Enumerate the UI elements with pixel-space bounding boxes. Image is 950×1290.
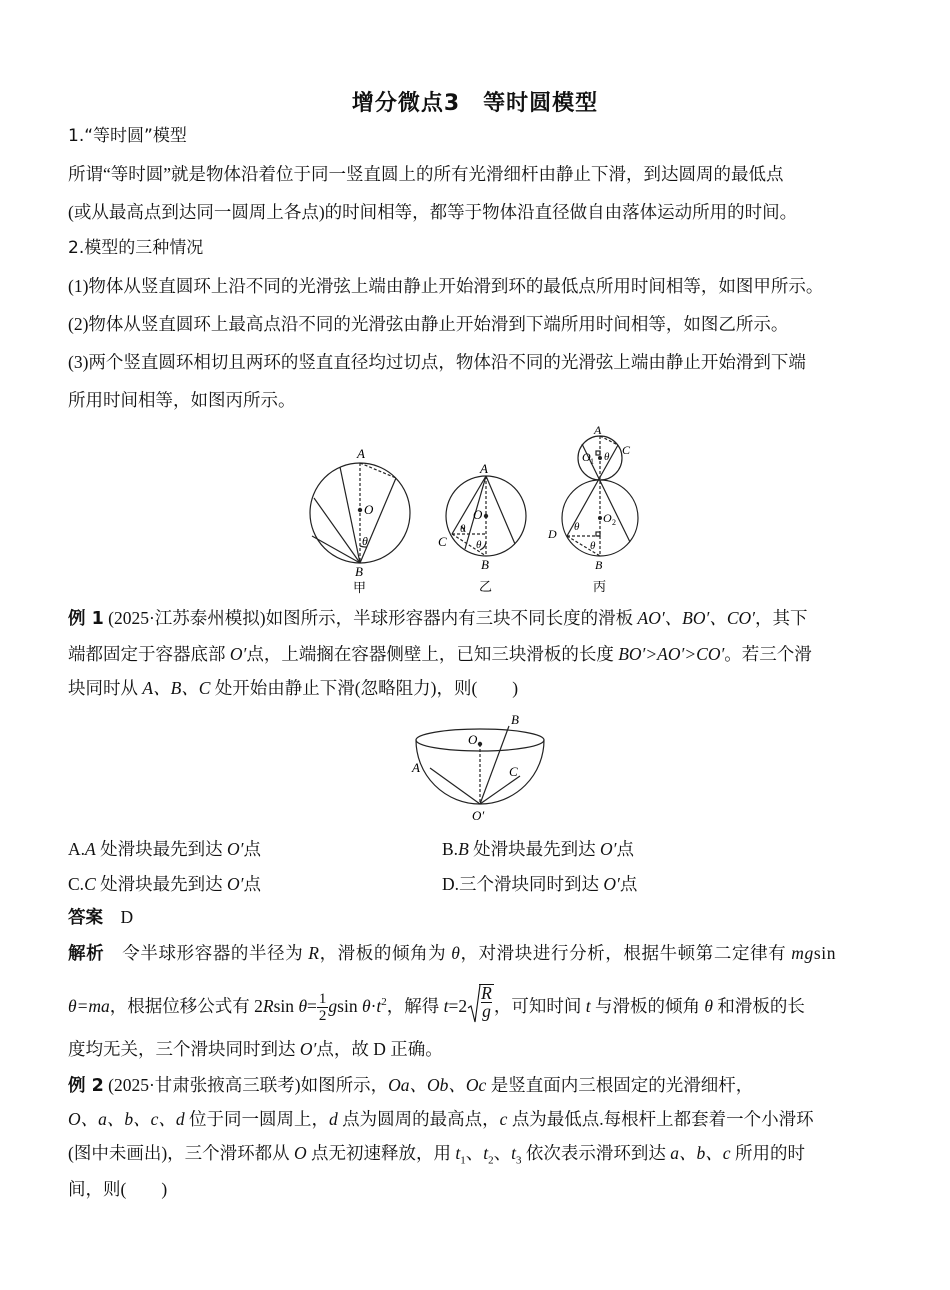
example-2-text-3c: 点无初速释放，用: [306, 1143, 456, 1163]
example-1-text-1b: AO′、BO′、CO′: [637, 608, 755, 628]
bing-right-angle-top: [596, 451, 600, 455]
case-3-text-line-1: (3)两个竖直圆环相切且两环的竖直直径均过切点，物体沿不同的光滑弦上端由静止开始滑到下端: [68, 352, 806, 372]
option-c-end: 点: [243, 874, 261, 894]
bing-label-theta-left: θ: [574, 521, 580, 533]
analysis-var-t-2: t: [443, 995, 449, 1016]
answer-value: D: [120, 907, 134, 927]
example-1-text-3a: 块同时从: [68, 678, 143, 698]
bing-label-theta-top: θ: [604, 451, 610, 463]
analysis-var-r-2: R: [262, 995, 274, 1016]
analysis-text-2j: 和滑板的长: [712, 995, 805, 1016]
example-2-t2-sub: 2: [488, 1154, 494, 1167]
example-2-text-2a: O、a、b、c、d: [68, 1109, 185, 1129]
example-2-text-3f: 依次表示滑环到达: [521, 1143, 671, 1163]
bing-label-o2: O: [603, 511, 612, 525]
analysis-text-2b: ，根据位移公式有 2: [109, 995, 263, 1016]
analysis-text-2d: sin: [337, 995, 362, 1016]
jia-center-dot: [358, 508, 362, 512]
option-b-text: 处滑块最先到达: [468, 839, 601, 859]
jia-label-b: B: [355, 564, 363, 579]
yi-label-b: B: [481, 557, 489, 572]
example-2-text-2f: 点为最低点.每根杆上都套着一个小滑环: [507, 1109, 814, 1129]
example-2-line-4: 间，则( ): [68, 1179, 168, 1199]
analysis-var-theta-2: θ: [298, 995, 308, 1016]
bing-label-o2-sub: 2: [612, 518, 616, 527]
example-2-sep-1: 、: [465, 1143, 484, 1163]
analysis-var-r: R: [308, 943, 320, 963]
bing-label-d: D: [548, 527, 557, 541]
example-1-text-2b: O′: [229, 644, 247, 664]
example-2-text-1c: 是竖直面内三根固定的光滑细杆，: [486, 1075, 754, 1095]
option-b-prefix: B.: [442, 839, 459, 859]
example-2-label: 例 2: [68, 1076, 104, 1096]
case-3-text-line-2: 所用时间相等，如图丙所示。: [68, 390, 296, 410]
option-a-text: 处滑块最先到达: [95, 839, 227, 859]
analysis-line-3: [68, 1037, 888, 1061]
yi-center-dot: [484, 514, 488, 518]
bing-caption: 丙: [593, 579, 607, 594]
analysis-var-theta: θ: [451, 943, 461, 963]
option-d-prefix: D.三个滑块同时到达: [442, 874, 604, 894]
analysis-var-g: g: [328, 995, 338, 1016]
analysis-line-1: [68, 941, 888, 966]
analysis-text-2i: 与滑板的倾角: [590, 995, 705, 1016]
hemisphere-rim: [416, 729, 544, 751]
analysis-line-2: [68, 982, 888, 1030]
example-2-text-1b: Oa、Ob、Oc: [388, 1075, 487, 1095]
sqrt-sign-icon: [467, 984, 481, 1024]
analysis-eq-ma: θ=ma: [68, 995, 110, 1016]
analysis-text-1c: ，对滑块进行分析，根据牛顿第二定律有: [460, 943, 792, 963]
analysis-var-mg: mg: [791, 943, 814, 963]
yi-chord-3: [486, 476, 515, 544]
bing-center-1-dot: [598, 456, 602, 460]
option-a-prefix: A.: [68, 839, 86, 859]
example-2-t1-sub: 1: [460, 1154, 466, 1167]
example-1-line-2: [68, 642, 888, 666]
hemisphere-shape: [416, 726, 544, 804]
analysis-point-o-prime: O′: [299, 1039, 317, 1059]
bing-center-2-dot: [598, 516, 602, 520]
example-2-text-3h: 所用的时: [730, 1143, 805, 1163]
bing-label-theta-bottom: θ: [590, 540, 596, 552]
example-1-text-2c: 点，上端搁在容器侧壁上，已知三块滑板的长度: [246, 644, 619, 664]
option-b[interactable]: [442, 836, 634, 861]
option-b-end: 点: [616, 839, 634, 859]
example-1-label: 例 1: [68, 609, 104, 629]
analysis-var-t: t: [376, 995, 382, 1016]
yi-label-a: A: [480, 461, 488, 476]
answer-label: 答案: [68, 908, 103, 928]
option-c-prefix: C.: [68, 874, 85, 894]
figure-equal-time-circles-svg: [300, 418, 660, 598]
option-b-var: B: [458, 839, 469, 859]
case-1-text: (1)物体从竖直圆环上沿不同的光滑弦上端由静止开始滑到环的最低点所用时间相等，如图甲所示。: [68, 276, 824, 296]
example-2-text-2c: d: [329, 1109, 338, 1129]
yi-label-theta-2: θ: [476, 539, 482, 551]
example-2-t3: t: [511, 1143, 517, 1163]
option-c-var: C: [84, 874, 96, 894]
example-2-text-3b: O: [294, 1143, 307, 1163]
example-1-line-1: [68, 606, 888, 631]
bing-label-o1: O: [582, 450, 591, 464]
option-c[interactable]: [68, 871, 261, 896]
hemisphere-label-o-prime: O′: [472, 808, 485, 823]
option-a[interactable]: [68, 836, 261, 861]
example-2-line-2: [68, 1107, 888, 1131]
sqrt-r-over-g: [467, 984, 494, 1031]
example-2-text-3g: a、b、c: [670, 1143, 731, 1163]
analysis-equals-2: =2: [448, 995, 468, 1016]
option-d-point: O′: [603, 874, 620, 894]
option-a-var: A: [85, 839, 96, 859]
option-b-point: O′: [600, 839, 617, 859]
yi-label-o: O: [473, 507, 483, 522]
jia-label-a: A: [357, 446, 365, 461]
analysis-label: 解析: [68, 944, 105, 964]
bing-label-o1-sub: 1: [590, 457, 594, 466]
example-1-text-2a: 端都固定于容器底部: [68, 644, 230, 664]
page-title: 增分微点3 等时圆模型: [351, 91, 599, 116]
yi-label-theta-1: θ: [460, 523, 466, 535]
hemisphere-label-b: B: [511, 712, 519, 727]
example-1-text-2d: BO′>AO′>CO′: [618, 644, 725, 664]
example-2-line-3: [68, 1141, 888, 1173]
fraction-one-half: [317, 991, 329, 1024]
example-1-text-3b: A、B、C: [142, 678, 211, 698]
example-1-text-1c: ，其下: [754, 608, 808, 628]
bing-right-angle-bottom: [596, 532, 600, 536]
jia-label-o: O: [364, 502, 374, 517]
analysis-text-2c: sin: [273, 995, 299, 1016]
option-c-point: O′: [227, 874, 244, 894]
option-c-text: 处滑块最先到达: [95, 874, 227, 894]
example-1-text-1a: (2025·江苏泰州模拟)如图所示，半球形容器内有三块不同长度的滑板: [103, 608, 638, 628]
board-co: [480, 776, 520, 804]
figure-hemisphere: [408, 708, 558, 830]
bing-label-c: C: [622, 443, 631, 457]
yi-chord-1: [452, 476, 486, 534]
sqrt-radicand: [479, 984, 494, 1020]
analysis-text-1b: ，滑板的倾角为: [319, 943, 452, 963]
example-2-text-2e: c: [499, 1109, 508, 1129]
option-d-end: 点: [619, 874, 638, 894]
jia-chord-4: [312, 536, 360, 563]
diagram-jia: [310, 463, 410, 563]
option-d[interactable]: [442, 871, 637, 896]
yi-caption: 乙: [479, 579, 493, 594]
section-2-heading: 2.模型的三种情况: [68, 238, 204, 258]
section-1-paragraph-line-1: 所谓“等时圆”就是物体沿着位于同一竖直圆上的所有光滑细杆由静止下滑，到达圆周的最低点: [68, 164, 784, 184]
example-1-text-3c: 处开始由静止下滑(忽略阻力)，则( ): [210, 678, 519, 698]
sqrt-denominator: g: [482, 1001, 491, 1022]
jia-dashed-chord: [360, 463, 396, 478]
example-1-text-2e: 。若三个滑: [724, 644, 812, 664]
analysis-var-theta-4: θ: [704, 995, 713, 1016]
option-a-point: O′: [226, 839, 244, 859]
section-1-heading: 1.“等时圆”模型: [68, 126, 187, 146]
hemisphere-label-c: C: [509, 764, 518, 779]
case-2-text: (2)物体从竖直圆环上最高点沿不同的光滑弦由静止开始滑到下端所用时间相等，如图乙所示。: [68, 314, 789, 334]
yi-label-c: C: [438, 534, 447, 549]
fraction-numerator: 1: [318, 991, 327, 1008]
analysis-text-3b: 点，故 D 正确。: [316, 1039, 443, 1059]
analysis-text-1e: sin: [813, 943, 837, 963]
example-2-text-3a: (图中未画出)，三个滑环都从: [68, 1143, 295, 1163]
example-2-sep-2: 、: [493, 1143, 512, 1163]
example-2-line-1: [68, 1073, 888, 1098]
analysis-dot: ·: [370, 995, 377, 1016]
example-2-t3-sub: 3: [516, 1154, 522, 1167]
example-1-line-3: [68, 676, 888, 700]
analysis-text-2h: ，可知时间: [493, 995, 586, 1016]
analysis-var-t-3: t: [585, 995, 591, 1016]
analysis-equals: =: [307, 995, 317, 1016]
example-2-text-1a: (2025·甘肃张掖高三联考)如图所示，: [103, 1075, 389, 1095]
figure-hemisphere-svg: [408, 708, 558, 830]
hemisphere-label-a: A: [412, 760, 420, 775]
bing-label-a: A: [594, 423, 602, 437]
example-2-t2: t: [483, 1143, 489, 1163]
analysis-text-2f: ，解得: [386, 995, 444, 1016]
jia-chord-3: [360, 478, 396, 563]
example-2-text-2b: 位于同一圆周上，: [184, 1109, 330, 1129]
sqrt-numerator: R: [481, 983, 492, 1004]
board-bo: [480, 726, 509, 804]
example-2-text-2d: 点为圆周的最高点，: [337, 1109, 500, 1129]
hemisphere-label-o: O: [468, 732, 478, 747]
analysis-text-1a: 令半球形容器的半径为: [104, 943, 309, 963]
analysis-var-theta-3: θ: [361, 995, 371, 1016]
bing-label-b: B: [595, 558, 603, 572]
hemisphere-center-dot: [478, 742, 482, 746]
example-2-t1: t: [455, 1143, 461, 1163]
jia-label-theta: θ: [362, 534, 368, 548]
section-1-paragraph-line-2: (或从最高点到达同一圆周上各点)的时间相等，都等于物体沿直径做自由落体运动所用的时间。: [68, 202, 798, 222]
jia-caption: 甲: [353, 580, 367, 595]
answer-line: [68, 905, 888, 930]
figure-equal-time-circles: [300, 418, 660, 598]
fraction-denominator: 2: [318, 1008, 327, 1025]
analysis-square: 2: [381, 996, 387, 1008]
option-a-end: 点: [243, 839, 261, 859]
analysis-text-3a: 度均无关，三个滑块同时到达: [68, 1039, 300, 1059]
